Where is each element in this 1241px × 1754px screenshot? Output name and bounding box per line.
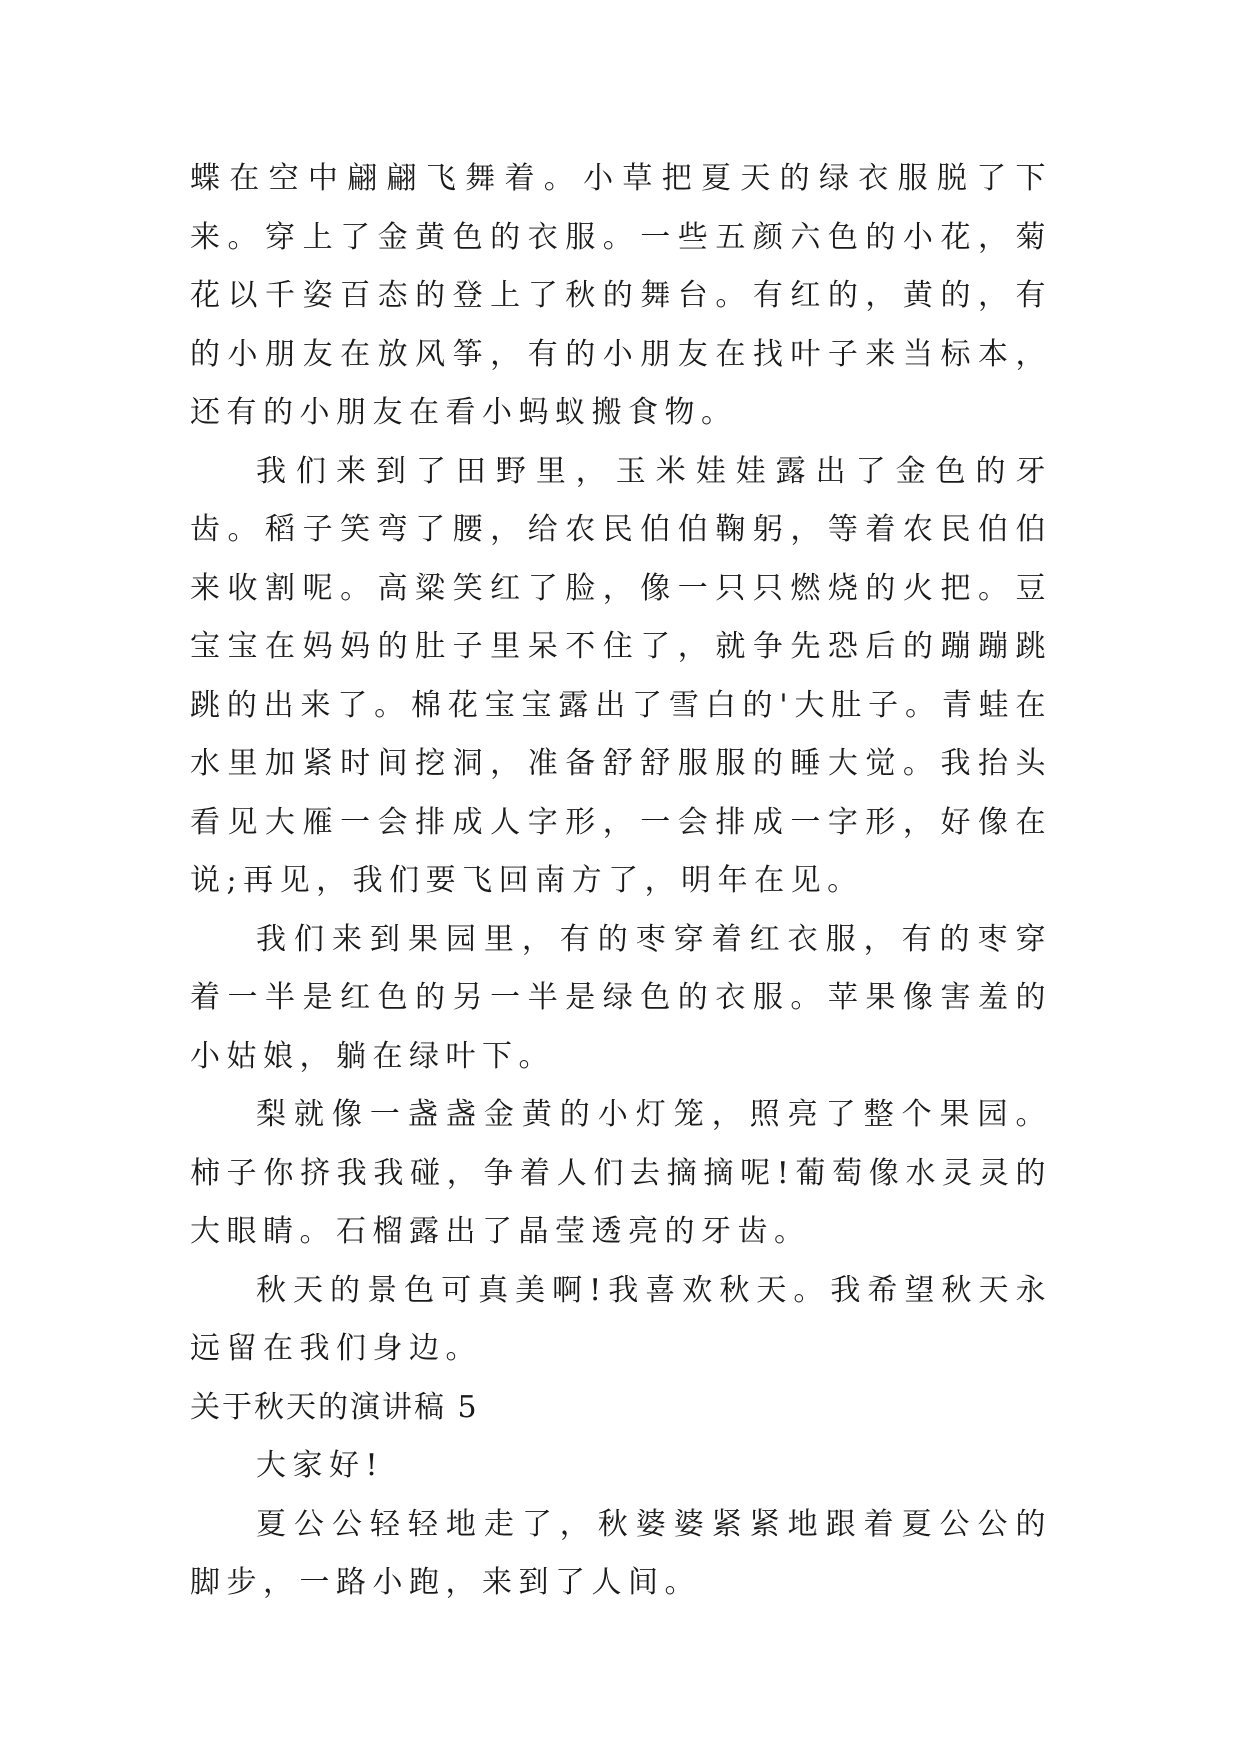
paragraph-fruits: 梨就像一盏盏金黄的小灯笼，照亮了整个果园。柿子你挤我我碰，争着人们去摘摘呢!葡萄像水灵灵的大眼睛。石榴露出了晶莹透亮的牙齿。 [190, 1097, 1052, 1249]
paragraph-fields: 我们来到了田野里，玉米娃娃露出了金色的牙齿。稻子笑弯了腰，给农民伯伯鞠躬，等着农民伯伯来收割呢。高粱笑红了脸，像一只只燃烧的火把。豆宝宝在妈妈的肚子里呆不住了，就争先恐后的蹦蹦跳跳的出来了。棉花宝宝露出了雪白的'大肚子。青蛙在水里加紧时间挖洞，准备舒舒服服的睡大觉。我抬头看见大雁一会排成人字形，一会排成一字形，好像在说;再见，我们要飞回南方了，明年在见。 [190, 453, 1052, 898]
paragraph-closing: 秋天的景色可真美啊!我喜欢秋天。我希望秋天永远留在我们身边。 [190, 1272, 1052, 1366]
paragraph-continued: 蝶在空中翩翩飞舞着。小草把夏天的绿衣服脱了下来。穿上了金黄色的衣服。一些五颜六色的小花，菊花以千姿百态的登上了秋的舞台。有红的，黄的，有的小朋友在放风筝，有的小朋友在找叶子来当标本，还有的小朋友在看小蚂蚁搬食物。 [190, 161, 1052, 430]
paragraph-orchard: 我们来到果园里，有的枣穿着红衣服，有的枣穿着一半是红色的另一半是绿色的衣服。苹果像害羞的小姑娘，躺在绿叶下。 [190, 921, 1052, 1074]
document-body [190, 150, 1052, 1613]
greeting: 大家好! [256, 1448, 385, 1483]
paragraph-intro: 夏公公轻轻地走了，秋婆婆紧紧地跟着夏公公的脚步，一路小跑，来到了人间。 [190, 1506, 1052, 1600]
section-heading: 关于秋天的演讲稿 5 [190, 1389, 479, 1425]
